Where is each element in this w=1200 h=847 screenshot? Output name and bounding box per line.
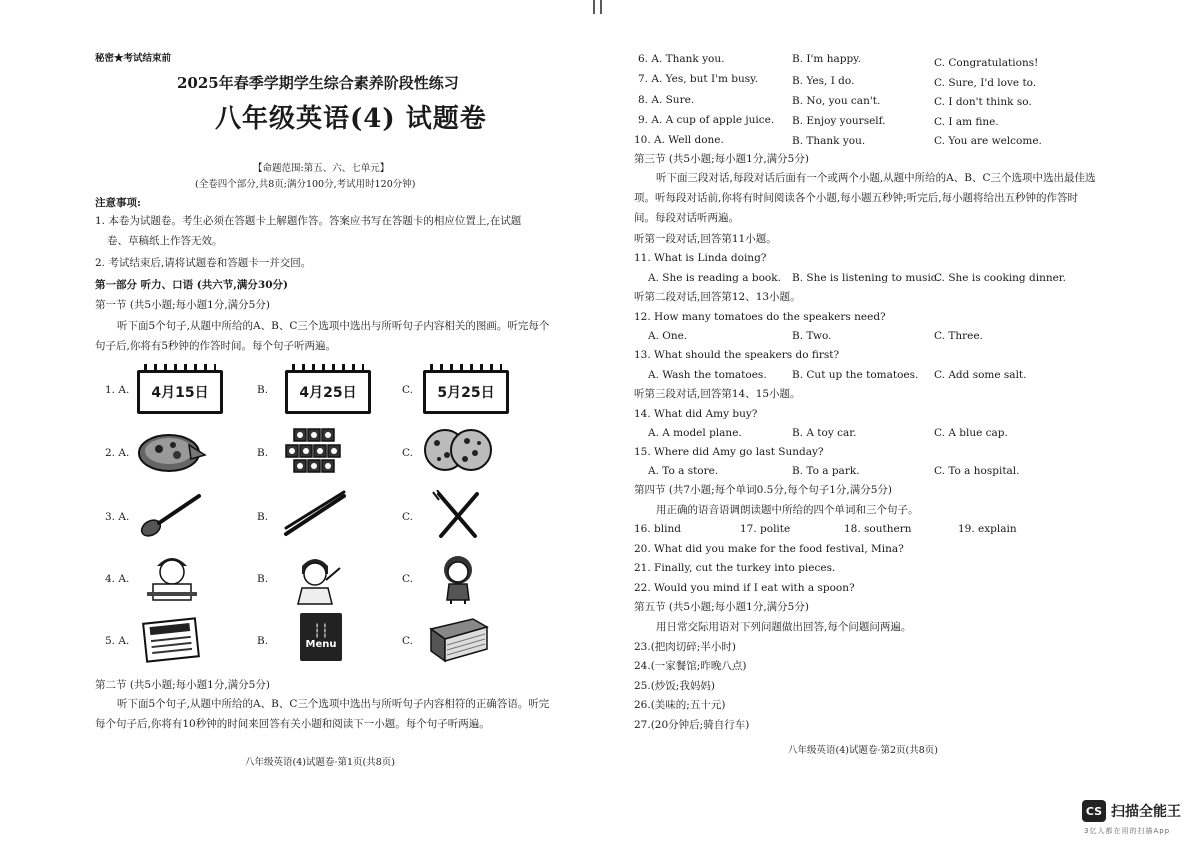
section-4-instructions: 用正确的语音语调朗读题中所给的四个单词和三个句子。 [656,504,919,516]
q7-option-b: B. Yes, I do. [792,75,855,87]
girl-worried-image [423,550,493,605]
word-18: 18. southern [844,523,912,535]
part-1-heading: 第一部分 听力、口语 (共六节,满分30分) [95,279,289,291]
opt-b-label: B. [257,384,269,396]
q7-option-c: C. Sure, I'd love to. [934,77,1037,89]
opt-c-label: C. [402,635,413,647]
sushi-image [280,425,350,475]
q3-label: 3. A. [105,511,130,523]
word-17: 17. polite [740,523,791,535]
opt-c-label: C. [402,384,413,396]
q11-option-a: A. She is reading a book. [648,272,781,284]
section-2-heading: 第二节 (共5小题;每小题1分,满分5分) [95,679,270,691]
opt-c-label: C. [402,511,413,523]
q13-option-b: B. Cut up the tomatoes. [792,369,919,381]
q11-text: 11. What is Linda doing? [634,252,767,264]
q26-prompt: 26.(美味的;五十元) [634,699,726,711]
q14-text: 14. What did Amy buy? [634,408,758,420]
q6-option-b: B. I'm happy. [792,53,862,65]
notice-1-cont: 卷、草稿纸上作答无效。 [107,235,223,247]
page-footer: 八年级英语(4)试题卷·第1页(共8页) [245,757,395,768]
q8-option-b: B. No, you can't. [792,95,881,107]
q7-option-a: 7. A. Yes, but I'm busy. [638,73,759,85]
page-footer: 八年级英语(4)试题卷·第2页(共8页) [788,745,938,756]
q5-label: 5. A. [105,635,130,647]
q23-prompt: 23.(把肉切碎;半小时) [634,641,736,653]
exam-subtitle: 八年级英语(4) 试题卷 [215,104,487,134]
opt-c-label: C. [402,447,413,459]
newspaper-image [137,615,207,665]
q24-prompt: 24.(一家餐馆;昨晚八点) [634,660,747,672]
camscanner-brand: 扫描全能王 [1111,804,1181,820]
q12-option-b: B. Two. [792,330,832,342]
exam-scope: 【命题范围:第五、六、七单元】 [253,163,390,174]
section-3-instructions: 听下面三段对话,每段对话后面有一个或两个小题,从题中所给的A、B、C三个选项中选出最佳选项。听每段对话前,你将有时间阅读各个小题,每小题五秒钟;听完后,每小题将给出五秒钟的作答时间。每段对话听两遍。 [634,172,1096,224]
q15-option-c: C. To a hospital. [934,465,1020,477]
opt-b-label: B. [257,635,269,647]
opt-c-label: C. [402,573,413,585]
chopsticks-image [280,490,350,540]
calendar-apr25-image: 4月25日 [285,370,371,414]
girl-chopsticks-image [280,550,350,605]
dialogue-2-note: 听第二段对话,回答第12、13小题。 [634,291,801,303]
sentence-21: 21. Finally, cut the turkey into pieces. [634,562,836,574]
q14-option-c: C. A blue cap. [934,427,1008,439]
book-image [423,615,493,665]
q4-label: 4. A. [105,573,130,585]
q14-option-a: A. A model plane. [648,427,742,439]
secret-label: 秘密★考试结束前 [95,53,172,64]
notice-heading: 注意事项: [95,197,141,209]
q8-option-c: C. I don't think so. [934,96,1032,108]
q10-option-b: B. Thank you. [792,135,866,147]
section-1-instructions: 听下面5个句子,从题中所给的A、B、C三个选项中选出与所听句子内容相关的图画。听完每个句子后,你将有5秒钟的作答时间。每个句子听两遍。 [95,320,550,352]
q9-option-a: 9. A. A cup of apple juice. [638,114,775,126]
q8-option-a: 8. A. Sure. [638,94,695,106]
dialogue-1-note: 听第一段对话,回答第11小题。 [634,233,777,245]
knife-fork-image [423,490,493,540]
q15-text: 15. Where did Amy go last Sunday? [634,446,824,458]
opt-b-label: B. [257,573,269,585]
person-eating-image [137,550,207,605]
section-3-heading: 第三节 (共5小题;每小题1分,满分5分) [634,153,809,165]
fork-knife-icon: ┆┆ [313,623,329,639]
dialogue-3-note: 听第三段对话,回答第14、15小题。 [634,388,801,400]
opt-b-label: B. [257,447,269,459]
camscanner-logo: CS [1082,800,1106,822]
section-4-heading: 第四节 (共7小题;每个单词0.5分,每个句子1分,满分5分) [634,484,892,496]
word-16: 16. blind [634,523,681,535]
menu-text: Menu [305,638,337,650]
exam-info: (全卷四个部分,共8页;满分100分,考试用时120分钟) [195,179,416,190]
q9-option-b: B. Enjoy yourself. [792,115,886,127]
q25-prompt: 25.(炒饭;我妈妈) [634,680,715,692]
section-5-heading: 第五节 (共5小题;每小题1分,满分5分) [634,601,809,613]
cookies-image [423,425,493,475]
q13-option-a: A. Wash the tomatoes. [648,369,767,381]
camscanner-tagline: 3亿人都在用的扫描App [1084,827,1171,835]
calendar-apr15-image: 4月15日 [137,370,223,414]
spoon-image [137,490,207,540]
exam-title: 2025年春季学期学生综合素养阶段性练习 [177,74,459,92]
binding-mark [582,0,612,16]
q13-option-c: C. Add some salt. [934,369,1027,381]
q12-option-c: C. Three. [934,330,983,342]
q10-option-a: 10. A. Well done. [634,134,724,146]
notice-1: 1. 本卷为试题卷。考生必须在答题卡上解题作答。答案应书写在答题卡的相应位置上,在试题 [95,215,522,227]
exam-page-1 [95,0,565,800]
section-5-instructions: 用日常交际用语对下列问题做出回答,每个问题问两遍。 [656,621,912,633]
sentence-22: 22. Would you mind if I eat with a spoon? [634,582,855,594]
q10-option-c: C. You are welcome. [934,135,1042,147]
section-1-heading: 第一节 (共5小题;每小题1分,满分5分) [95,299,270,311]
q27-prompt: 27.(20分钟后;骑自行车) [634,719,750,731]
pizza-image [137,425,207,475]
word-19: 19. explain [958,523,1017,535]
q2-label: 2. A. [105,447,130,459]
q15-option-a: A. To a store. [648,465,719,477]
q6-option-a: 6. A. Thank you. [638,53,725,65]
q12-option-a: A. One. [648,330,688,342]
opt-b-label: B. [257,511,269,523]
calendar-may25-image: 5月25日 [423,370,509,414]
q13-text: 13. What should the speakers do first? [634,349,840,361]
notice-2: 2. 考试结束后,请将试题卷和答题卡一并交回。 [95,257,312,269]
q14-option-b: B. A toy car. [792,427,857,439]
q15-option-b: B. To a park. [792,465,860,477]
q9-option-c: C. I am fine. [934,116,999,128]
q11-option-b: B. She is listening to music. [792,272,941,284]
q1-label: 1. A. [105,384,130,396]
exam-page-2 [632,0,1102,800]
menu-image [300,613,342,661]
section-2-instructions: 听下面5个句子,从题中所给的A、B、C三个选项中选出与所听句子内容相符的正确答语。听完每个句子后,你将有10秒钟的时间来回答有关小题和阅读下一小题。每个句子听两遍。 [95,698,550,730]
q12-text: 12. How many tomatoes do the speakers need? [634,311,886,323]
q11-option-c: C. She is cooking dinner. [934,272,1067,284]
q6-option-c: C. Congratulations! [934,57,1039,69]
sentence-20: 20. What did you make for the food festival, Mina? [634,543,904,555]
